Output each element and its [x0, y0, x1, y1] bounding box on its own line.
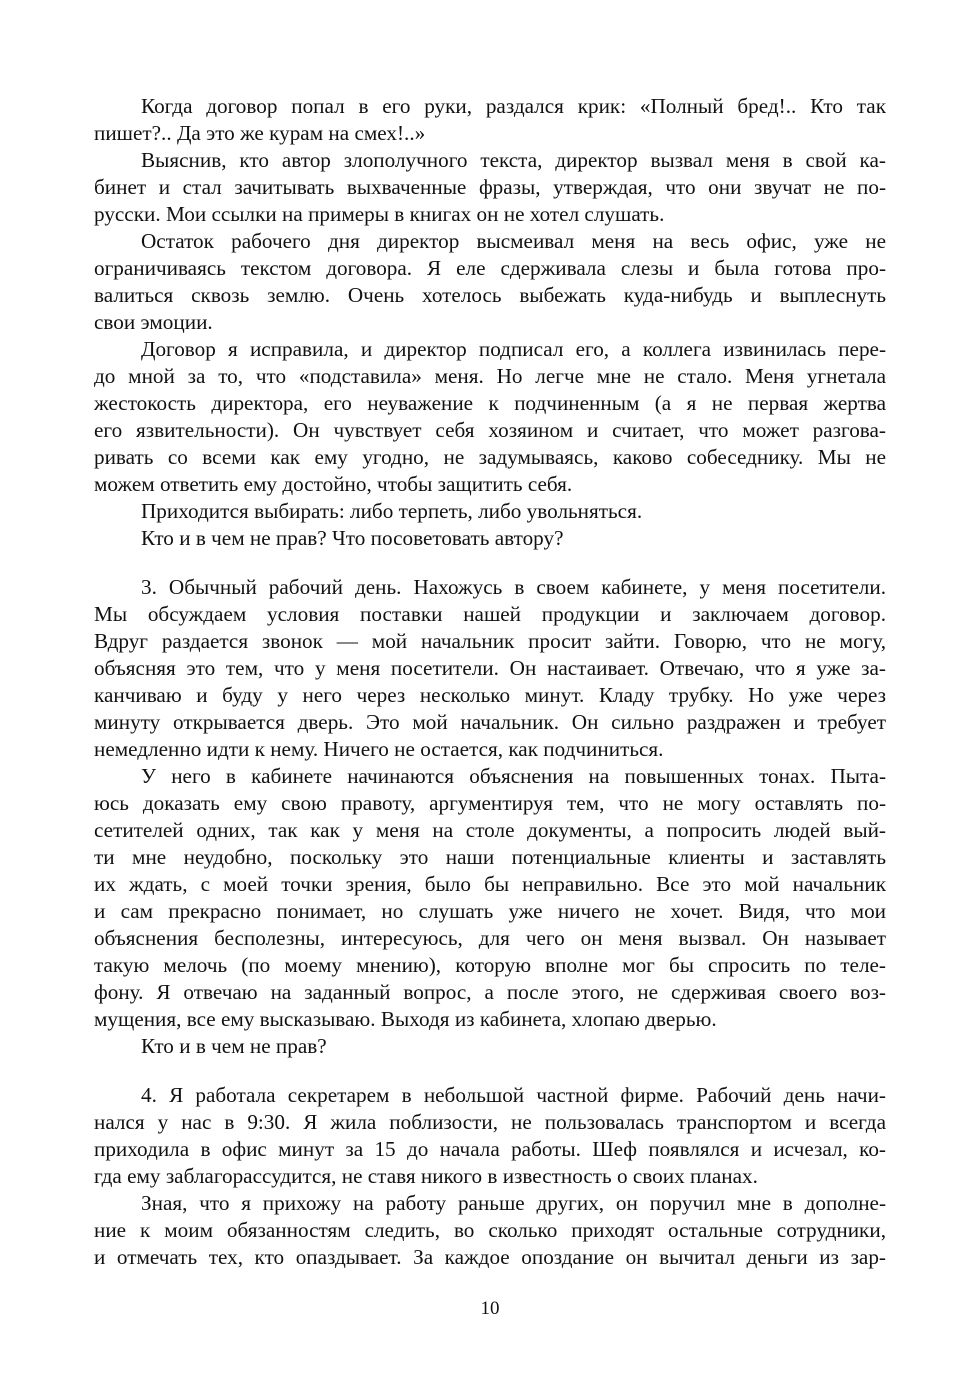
text-line: ние к моим обязанностям следить, во сколько приходят остальные сотрудники, [94, 1218, 886, 1242]
paragraph [94, 93, 886, 147]
text-line: их ждать, с моей точки зрения, было бы неправильно. Все это мой начальник [94, 872, 886, 896]
paragraph [94, 147, 886, 228]
text-line: Кто и в чем не прав? [141, 1034, 327, 1058]
text-line: пишет?.. Да это же курам на смех!..» [94, 121, 426, 145]
paragraph [94, 1033, 886, 1060]
text-line: сетителей одних, так как у меня на столе документы, а попросить людей вый- [94, 818, 886, 842]
text-line: ограничиваясь текстом договора. Я еле сдерживала слезы и была готова про- [94, 256, 886, 280]
text-line: его язвительности). Он чувствует себя хозяином и считает, что может разгова- [94, 418, 886, 442]
text-line: мущения, все ему высказываю. Выходя из кабинета, хлопаю дверью. [94, 1007, 717, 1031]
text-line: канчиваю и буду у него через несколько минут. Кладу трубку. Но уже через [94, 683, 886, 707]
text-line: русски. Мои ссылки на примеры в книгах он не хотел слушать. [94, 202, 665, 226]
text-line: Когда договор попал в его руки, раздался крик: «Полный бред!.. Кто так [141, 94, 886, 118]
paragraph [94, 498, 886, 525]
text-line: Остаток рабочего дня директор высмеивал меня на весь офис, уже не [141, 229, 886, 253]
text-line: Мы обсуждаем условия поставки нашей продукции и заключаем договор. [94, 602, 886, 626]
text-line: такую мелочь (по моему мнению), которую вполне мог бы спросить по теле- [94, 953, 886, 977]
text-line: фону. Я отвечаю на заданный вопрос, а после этого, не сдерживая своего воз- [94, 980, 886, 1004]
text-line: Приходится выбирать: либо терпеть, либо увольняться. [141, 499, 643, 523]
text-line: жестокость директора, его неуважение к подчиненным (а я не первая жертва [94, 391, 886, 415]
text-line: минуту открывается дверь. Это мой начальник. Он сильно раздражен и требует [94, 710, 886, 734]
text-line: до мной за то, что «подставила» меня. Но легче мне не стало. Меня угнетала [94, 364, 886, 388]
text-line: нался у нас в 9:30. Я жила поблизости, не пользовалась транспортом и всегда [94, 1110, 886, 1134]
text-line: ти мне неудобно, поскольку это наши потенциальные клиенты и заставлять [94, 845, 886, 869]
text-line: объяснения бесполезны, интересуюсь, для чего он меня вызвал. Он называет [94, 926, 886, 950]
text-line: Кто и в чем не прав? Что посоветовать автору? [141, 526, 564, 550]
text-line: объясняя это тем, что у меня посетители. Он настаивает. Отвечаю, что я уже за- [94, 656, 886, 680]
text-line: 4. Я работала секретарем в небольшой частной фирме. Рабочий день начи- [141, 1083, 886, 1107]
text-line: Выяснив, кто автор злополучного текста, директор вызвал меня в свой ка- [141, 148, 886, 172]
paragraph [94, 1082, 886, 1190]
paragraph [94, 574, 886, 763]
page-number: 10 [480, 1298, 500, 1319]
text-line: У него в кабинете начинаются объяснения на повышенных тонах. Пыта- [141, 764, 886, 788]
text-line: 3. Обычный рабочий день. Нахожусь в своем кабинете, у меня посетители. [141, 575, 886, 599]
text-line: можем ответить ему достойно, чтобы защитить себя. [94, 472, 573, 496]
text-line: Зная, что я прихожу на работу раньше других, он поручил мне в дополне- [141, 1191, 886, 1215]
paragraph [94, 763, 886, 1033]
text-line: юсь доказать ему свою правоту, аргументируя тем, что не могу оставлять по- [94, 791, 886, 815]
section-spacer [94, 1060, 886, 1082]
paragraph [94, 336, 886, 498]
paragraph [94, 525, 886, 552]
text-line: валиться сквозь землю. Очень хотелось выбежать куда-нибудь и выплеснуть [94, 283, 886, 307]
text-line: и сам прекрасно понимает, но слушать уже ничего не хочет. Видя, что мои [94, 899, 886, 923]
section-spacer [94, 552, 886, 574]
paragraph [94, 228, 886, 336]
text-line: и отмечать тех, кто опаздывает. За каждое опоздание он вычитал деньги из зар- [94, 1245, 886, 1269]
paragraph [94, 1190, 886, 1271]
text-line: свои эмоции. [94, 310, 213, 334]
text-line: Договор я исправила, и директор подписал его, а коллега извинилась пере- [141, 337, 886, 361]
text-line: немедленно идти к нему. Ничего не остается, как подчиниться. [94, 737, 664, 761]
text-line: бинет и стал зачитывать выхваченные фразы, утверждая, что они звучат не по- [94, 175, 886, 199]
text-line: Вдруг раздается звонок — мой начальник просит зайти. Говорю, что не могу, [94, 629, 886, 653]
text-line: ривать со всеми как ему угодно, не задумываясь, каково собеседнику. Мы не [94, 445, 886, 469]
text-line: приходила в офис минут за 15 до начала работы. Шеф появлялся и исчезал, ко- [94, 1137, 886, 1161]
document-body [94, 93, 886, 1271]
text-line: гда ему заблагорассудится, не ставя никого в известность о своих планах. [94, 1164, 758, 1188]
